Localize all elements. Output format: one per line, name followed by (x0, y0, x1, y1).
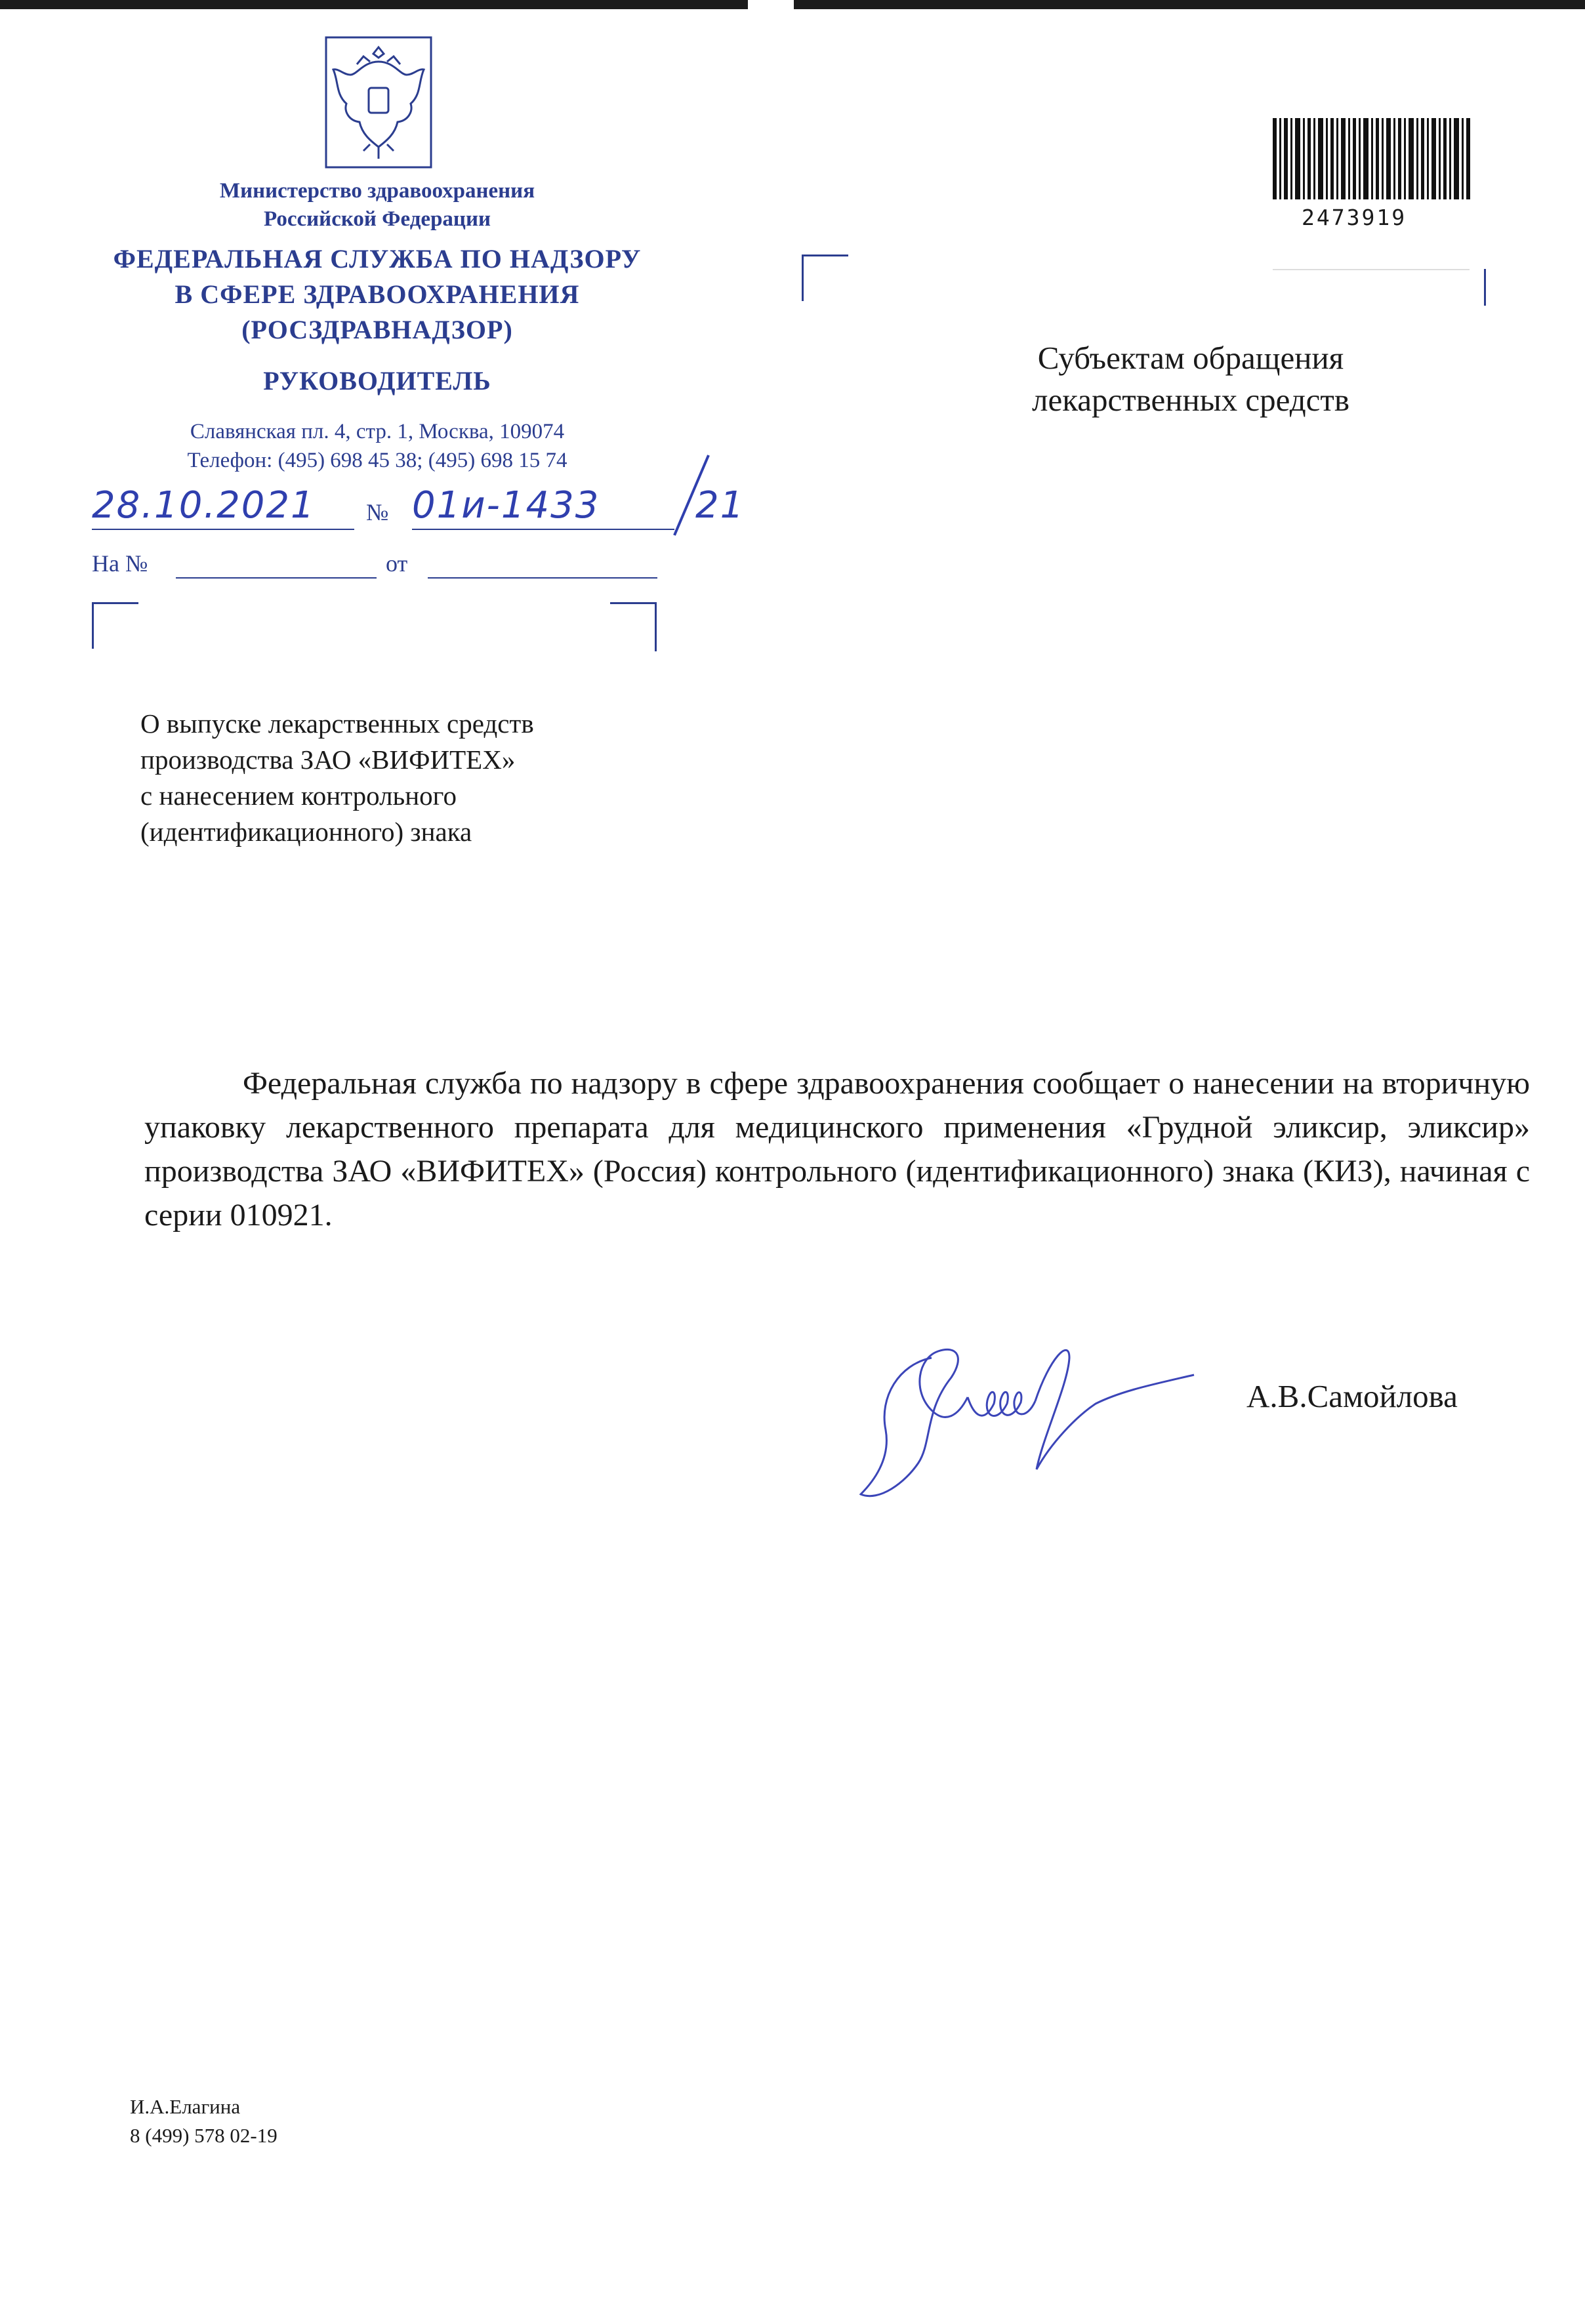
ministry-line-1: Министерство здравоохранения (219, 179, 535, 203)
barcode-number: 2473919 (1302, 205, 1407, 230)
letter-subject (140, 706, 534, 850)
number-sign: № (366, 499, 389, 525)
address: Славянская пл. 4, стр. 1, Москва, 109074 (190, 420, 565, 443)
scan-top-edge-gap (748, 0, 794, 9)
coat-of-arms-emblem (324, 35, 433, 169)
executor-name: И.А.Елагина (130, 2095, 241, 2118)
executor-phone: 8 (499) 578 02-19 (130, 2124, 278, 2147)
subject-line-4: (идентификационного) знака (140, 817, 472, 847)
subject-line-2: производства ЗАО «ВИФИТЕХ» (140, 744, 516, 775)
ministry-line-2: Российской Федерации (264, 207, 491, 231)
signer-name: А.В.Самойлова (1246, 1378, 1458, 1414)
subject-line-3: с нанесением контрольного (140, 781, 457, 811)
recipient (994, 337, 1388, 421)
barcode (1273, 118, 1475, 207)
recipient-corner-left (802, 255, 848, 301)
number-underline (412, 529, 674, 530)
recipient-line-1: Субъектам обращения (1037, 340, 1344, 376)
recipient-corner-right (1484, 269, 1486, 306)
phone: Телефон: (495) 698 45 38; (495) 698 15 74 (187, 449, 567, 472)
registration-number-suffix: 21 (695, 484, 745, 527)
body-paragraph: Федеральная служба по надзору в сфере здравоохранения сообщает о нанесении на вторичную упаковку лекарственного препарата для медицинского применения «Грудной эликсир, эликсир» производства ЗАО «ВИФИТЕХ» (Россия) контрольного (идентификационного) знака (КИЗ), начиная с серии 010921. (144, 1066, 1530, 1233)
head-title: РУКОВОДИТЕЛЬ (263, 366, 491, 396)
recipient-line-2: лекарственных средств (1032, 382, 1349, 418)
registration-number: 01и-1433 (412, 484, 600, 527)
registration-date: 28.10.2021 (92, 484, 316, 527)
service-name (52, 241, 702, 348)
recipient-faint-line (1273, 269, 1470, 270)
letterhead (52, 177, 702, 475)
executor-info (130, 2092, 278, 2150)
reference-date-line (428, 577, 657, 579)
service-line-1: ФЕДЕРАЛЬНАЯ СЛУЖБА ПО НАДЗОРУ (113, 244, 642, 274)
subject-line-1: О выпуске лекарственных средств (140, 708, 534, 739)
subject-corner-right (610, 602, 657, 651)
reference-number-line (176, 577, 377, 579)
letter-body (144, 1061, 1530, 1237)
date-underline (92, 529, 354, 530)
handwritten-signature (859, 1318, 1227, 1509)
service-line-2: В СФЕРЕ ЗДРАВООХРАНЕНИЯ (175, 279, 580, 309)
service-line-3: (РОСЗДРАВНАДЗОР) (241, 315, 513, 344)
reference-from-label: от (386, 550, 408, 577)
reference-label: На № (92, 550, 148, 577)
subject-corner-left (92, 602, 138, 649)
